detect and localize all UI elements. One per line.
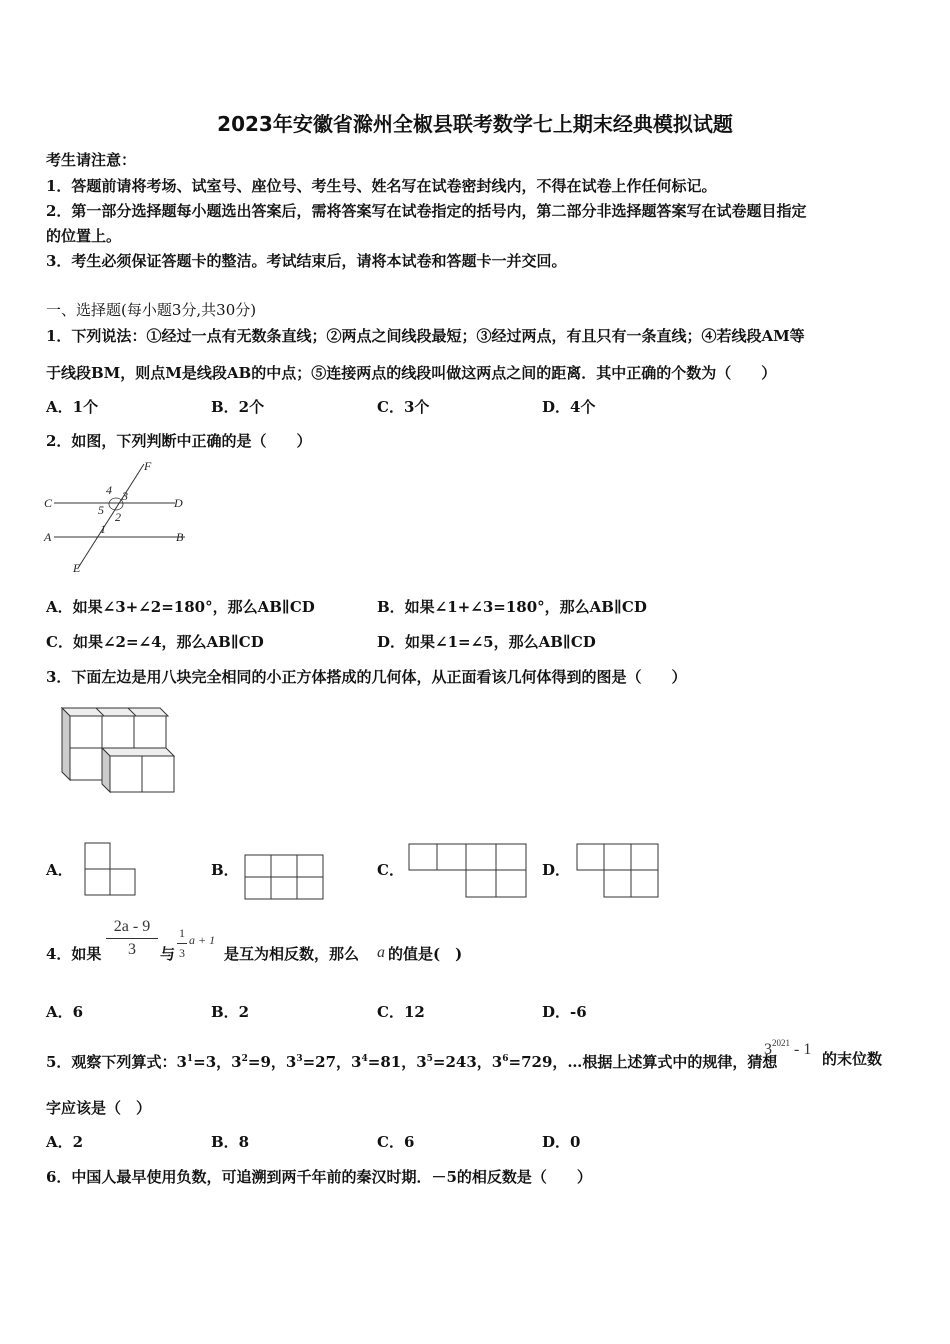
q5-option-a: A．2 xyxy=(46,1133,84,1151)
q4-variable: a xyxy=(377,944,385,961)
label-angle-5: 5 xyxy=(98,503,104,517)
q5-option-c: C．6 xyxy=(377,1133,415,1151)
q1-line1: 1．下列说法：①经过一点有无数条直线；②两点之间线段最短；③经过两点，有且只有一条直线；④若线段AM等 xyxy=(46,327,805,345)
q6-stem: 6．中国人最早使用负数，可追溯到两千年前的秦汉时期．－5的相反数是（ ） xyxy=(46,1168,592,1186)
q4-suffix: 是互为相反数，那么 xyxy=(224,945,360,963)
label-e: E xyxy=(73,561,81,575)
q3-option-b-figure xyxy=(244,854,324,904)
q3-option-c-figure xyxy=(408,843,528,903)
q2-option-a: A．如果∠3+∠2=180°，那么AB∥CD xyxy=(46,598,315,616)
q2-stem: 2．如图，下列判断中正确的是（ ） xyxy=(46,432,312,450)
q1-line2: 于线段BM，则点M是线段AB的中点；⑤连接两点的线段叫做这两点之间的距离．其中正确的个数为（ ） xyxy=(46,364,777,382)
q3-option-b-label: B． xyxy=(211,861,239,879)
notice-heading: 考生请注意： xyxy=(46,151,137,169)
notice-item-3: 3．考生必须保证答题卡的整洁。考试结束后，请将本试卷和答题卡一并交回。 xyxy=(46,252,567,270)
q2-option-c: C．如果∠2=∠4，那么AB∥CD xyxy=(46,633,264,651)
page-title: 2023年安徽省滁州全椒县联考数学七上期末经典模拟试题 xyxy=(217,112,733,136)
q1-option-c: C．3个 xyxy=(377,398,430,416)
notice-item-2: 2．第一部分选择题每小题选出答案后，需将答案写在试卷指定的括号内，第二部分非选择题答案写在试卷题目指定 xyxy=(46,202,807,220)
q4-option-a: A．6 xyxy=(46,1003,84,1021)
q2-figure xyxy=(40,458,200,582)
label-angle-3: 3 xyxy=(122,489,128,503)
q4-option-b: B．2 xyxy=(211,1003,250,1021)
q3-option-a-figure xyxy=(84,842,136,902)
q4-frac2-den: 3 xyxy=(179,946,185,960)
label-f: F xyxy=(144,459,152,473)
label-angle-1: 1 xyxy=(100,522,106,536)
label-angle-4: 4 xyxy=(106,483,112,497)
q3-option-a-label: A． xyxy=(46,861,73,879)
label-d: D xyxy=(174,496,183,510)
q4-mid: 与 xyxy=(160,945,176,963)
q5-suffix: 的末位数 xyxy=(822,1050,883,1068)
q1-option-b: B．2个 xyxy=(211,398,265,416)
label-b: B xyxy=(176,530,184,544)
q2-option-b: B．如果∠1+∠3=180°，那么AB∥CD xyxy=(377,598,647,616)
q5-expression: $3^{2021} - 1$ xyxy=(764,1038,812,1058)
q5-option-b: B．8 xyxy=(211,1133,250,1151)
q3-option-c-label: C． xyxy=(377,861,404,879)
label-c: C xyxy=(44,496,53,510)
q4-option-d: D．-6 xyxy=(542,1003,587,1021)
q3-option-d-label: D． xyxy=(542,861,571,879)
q5-line: 5．观察下列算式：$3^1=3$，$3^2=9$，$3^3=27$，$3^4=81$，$3^5=243$，$3^6=729$，…根据上述算式中的规律，猜想 xyxy=(46,1053,778,1071)
label-angle-2: 2 xyxy=(115,510,121,524)
q5-option-d: D．0 xyxy=(542,1133,581,1151)
notice-item-2-cont: 的位置上。 xyxy=(46,227,122,245)
q1-option-d: D．4个 xyxy=(542,398,596,416)
q4-fraction-1 xyxy=(106,918,158,959)
q3-cube-figure xyxy=(58,704,183,803)
q1-option-a: A．1个 xyxy=(46,398,99,416)
q4-fraction-2 xyxy=(177,926,187,961)
q5-line2: 字应该是（ ） xyxy=(46,1099,152,1117)
q5-mid: …根据上述算式中的规律，猜想 xyxy=(567,1053,778,1071)
section-heading: 一、选择题(每小题3分,共30分) xyxy=(46,301,257,319)
q5-prefix: 5．观察下列算式： xyxy=(46,1053,177,1071)
notice-item-1: 1．答题前请将考场、试室号、座位号、考生号、姓名写在试卷密封线内，不得在试卷上作任何标记。 xyxy=(46,177,717,195)
q4-frac1-num: 2a - 9 xyxy=(113,918,151,935)
label-a: A xyxy=(44,530,52,544)
q4-frac2-tail: a + 1 xyxy=(189,933,216,947)
q2-option-d: D．如果∠1=∠5，那么AB∥CD xyxy=(377,633,596,651)
q3-option-d-figure xyxy=(576,843,660,903)
q4-frac2-num: 1 xyxy=(179,926,185,940)
q4-frac1-den: 3 xyxy=(128,941,136,958)
q4-end: 的值是( ) xyxy=(388,945,463,963)
q4-prefix: 4．如果 xyxy=(46,945,102,963)
q4-option-c: C．12 xyxy=(377,1003,425,1021)
q3-stem: 3．下面左边是用八块完全相同的小正方体搭成的几何体，从正面看该几何体得到的图是（ ） xyxy=(46,668,687,686)
